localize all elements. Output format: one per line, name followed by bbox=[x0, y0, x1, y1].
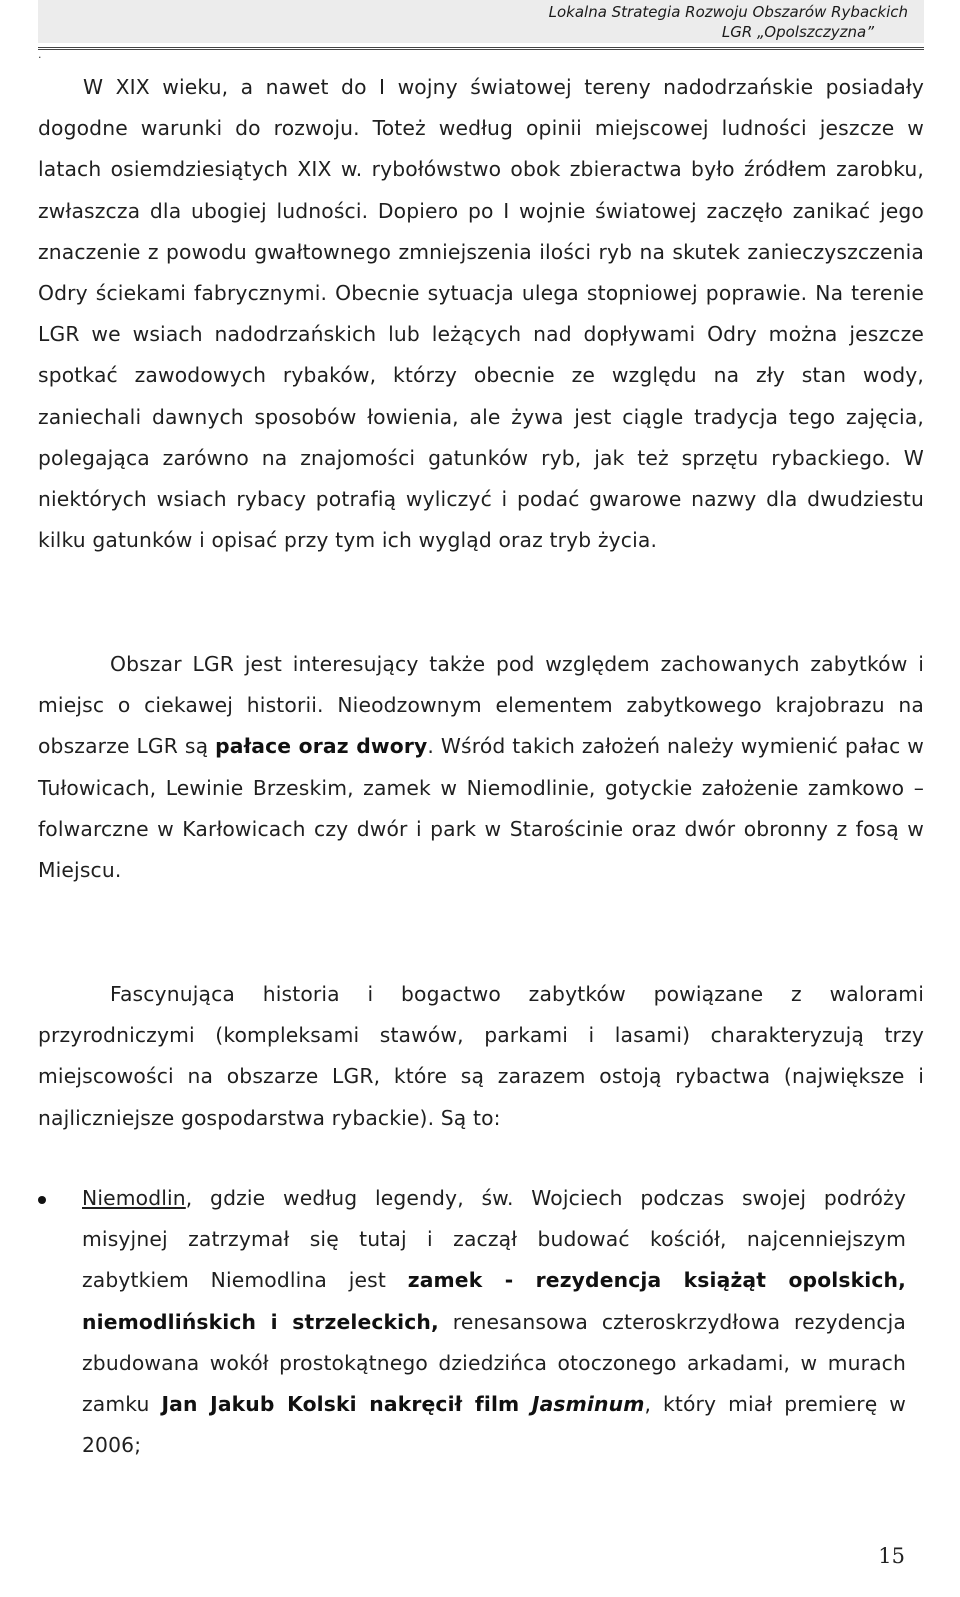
header-divider bbox=[38, 47, 924, 50]
paragraph-fishing-history bbox=[38, 67, 924, 561]
list-item-bold-1: zamek - rezydencja książąt opolskich, niemodlińskich i strzeleckich, bbox=[82, 1268, 906, 1334]
stray-dot: . bbox=[38, 48, 42, 61]
paragraph-2-bold: pałace oraz dwory bbox=[215, 734, 428, 759]
paragraph-1-part-2: Na terenie LGR we wsiach nadodrzańskich lub leżących nad dopływami Odry można jeszcze spotkać zawodowych rybaków, którzy obecnie ze względu na zły stan wody, zaniechali dawnych sposobów łowienia, ale żywa jest ciągle tradycja tego zajęcia, polegająca zarówno na znajomości gatunków ryb, jak też sprzętu rybackiego. W niektórych wsiach rybacy potrafią wyliczyć i podać gwarowe nazwy dla dwudziestu kilku gatunków i opisać przy tym ich wygląd oraz tryb życia. bbox=[38, 281, 924, 553]
paragraph-3-text: Fascynująca historia i bogactwo zabytków powiązane z walorami przyrodniczymi (kompleksami stawów, parkami i lasami) charakteryzują trzy miejscowości na obszarze LGR, które są zarazem ostoją rybactwa (największe i najliczniejsze gospodarstwa rybackie). Są to: bbox=[38, 982, 924, 1130]
list-item bbox=[82, 1178, 906, 1466]
header-title: Lokalna Strategia Rozwoju Obszarów Rybackich bbox=[548, 3, 908, 21]
paragraph-monuments bbox=[38, 644, 924, 891]
town-name-niemodlin: Niemodlin bbox=[82, 1186, 186, 1210]
list-item-bold-2: Jan Jakub Kolski nakręcił film bbox=[161, 1392, 532, 1417]
page-number: 15 bbox=[878, 1544, 905, 1568]
list-item-text-3: , który miał premierę w 2006; bbox=[82, 1392, 906, 1458]
paragraph-2-after: . Wśród takich założeń należy wymienić pałac w Tułowicach, Lewinie Brzeskim, zamek w Niemodlinie, gotyckie założenie zamkowo – folwarczne w Karłowicach czy dwór i park w Starościnie oraz dwór obronny z fosą w Miejscu. bbox=[38, 734, 925, 883]
paragraph-2-before: Obszar LGR jest interesujący także pod względem zachowanych zabytków i miejsc o ciekawej historii. Nieodzownym elementem zabytkowego krajobrazu na obszarze LGR są bbox=[38, 652, 924, 759]
header-subtitle: LGR „Opolszczyzna” bbox=[721, 23, 874, 41]
bullet-icon bbox=[38, 1196, 46, 1204]
paragraph-three-towns bbox=[38, 974, 924, 1139]
film-title: Jasminum bbox=[531, 1392, 645, 1417]
paragraph-1-part-1: W XIX wieku, a nawet do I wojny światowej tereny nadodrzańskie posiadały dogodne warunki do rozwoju. Toteż według opinii miejscowej ludności jeszcze w latach osiemdziesiątych XIX w. rybołówstwo obok zbieractwa było źródłem zarobku, zwłaszcza dla ubogiej ludności. Dopiero po I wojnie światowej zaczęło zanikać jego znaczenie z powodu gwałtownego zmniejszenia ilości ryb na skutek zanieczyszczenia Odry ściekami fabrycznymi. Obecnie sytuacja ulega stopniowej poprawie. bbox=[38, 75, 924, 306]
list-item-text-1: , gdzie według legendy, św. Wojciech podczas swojej podróży misyjnej zatrzymał się tutaj i zaczął budować kościół, najcenniejszym zabytkiem Niemodlina jest bbox=[82, 1186, 906, 1293]
page-header bbox=[38, 0, 924, 43]
list-item-text-2: renesansowa czteroskrzydłowa rezydencja zbudowana wokół prostokątnego dziedzińca otoczonego arkadami, w murach zamku bbox=[82, 1309, 906, 1417]
